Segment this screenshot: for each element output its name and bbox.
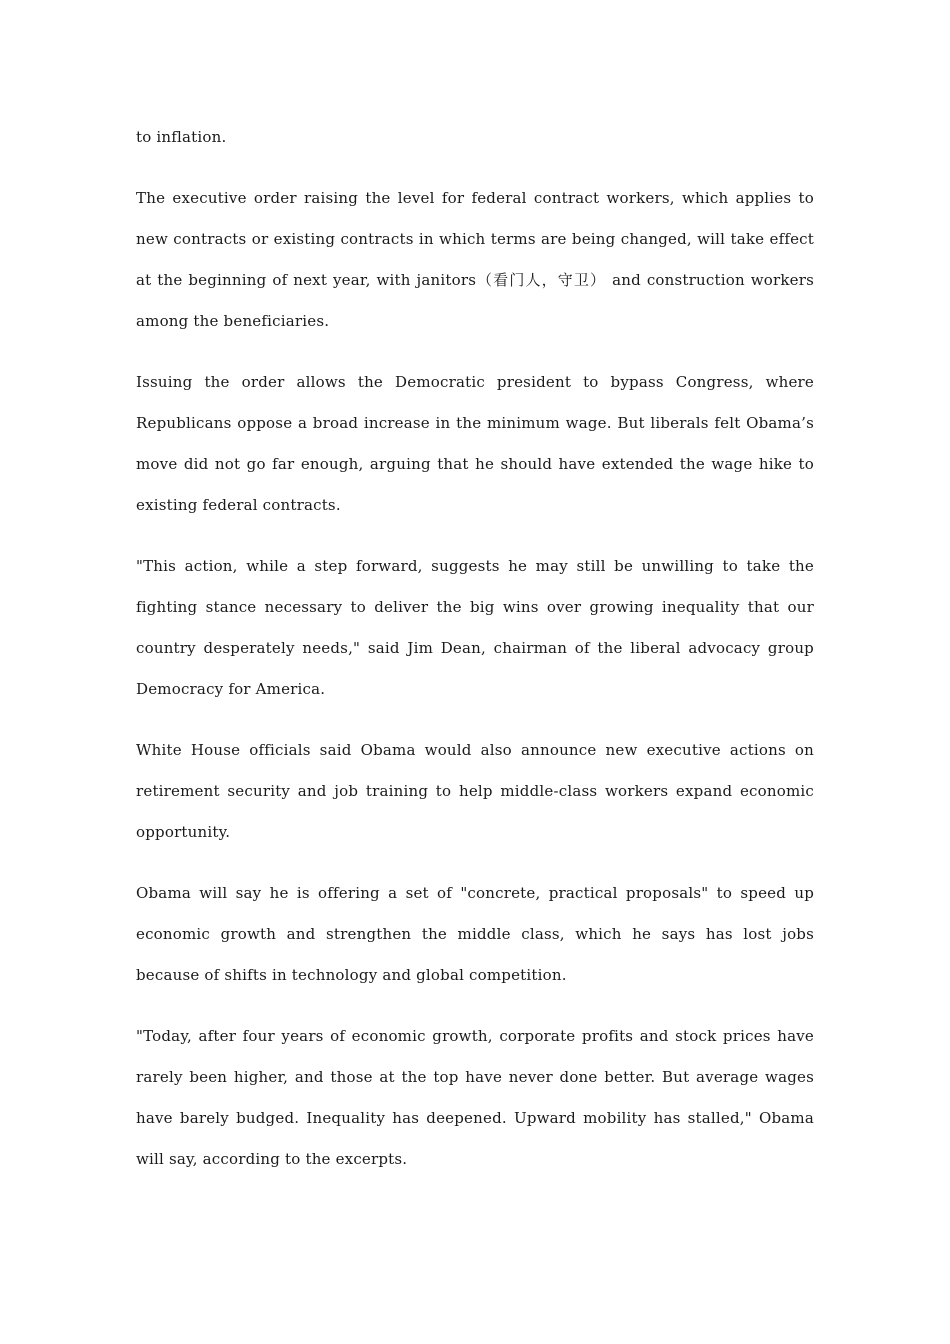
- paragraph-obama-quote: "Today, after four years of economic growth, corporate profits and stock prices have rarely been higher, and those at the top have never done better. But average wages have barely budged. Inequality has deepened. Upward mobility has stalled," Obama will say, according to the excerpts.: [136, 1027, 814, 1168]
- paragraph-practical-proposals: Obama will say he is offering a set of "concrete, practical proposals" to speed up economic growth and strengthen the middle class, which he says has lost jobs because of shifts in technology and global competition.: [136, 884, 814, 984]
- paragraph-inflation: to inflation.: [136, 128, 227, 146]
- paragraph-jim-dean-quote: "This action, while a step forward, suggests he may still be unwilling to take the fighting stance necessary to deliver the big wins over growing inequality that our country desperately needs," said Jim Dean, chairman of the liberal advocacy group Democracy for America.: [136, 557, 814, 698]
- document-body: [136, 117, 814, 1200]
- paragraph-white-house-officials: White House officials said Obama would also announce new executive actions on retirement security and job training to help middle-class workers expand economic opportunity.: [136, 741, 814, 841]
- paragraph-executive-order: The executive order raising the level for federal contract workers, which applies to new contracts or existing contracts in which terms are being changed, will take effect at the beginning of next year, with janitors（看门人，守卫） and construction workers among the beneficiaries.: [136, 189, 814, 330]
- paragraph-bypass-congress: Issuing the order allows the Democratic president to bypass Congress, where Republicans oppose a broad increase in the minimum wage. But liberals felt Obama’s move did not go far enough, arguing that he should have extended the wage hike to existing federal contracts.: [136, 373, 814, 514]
